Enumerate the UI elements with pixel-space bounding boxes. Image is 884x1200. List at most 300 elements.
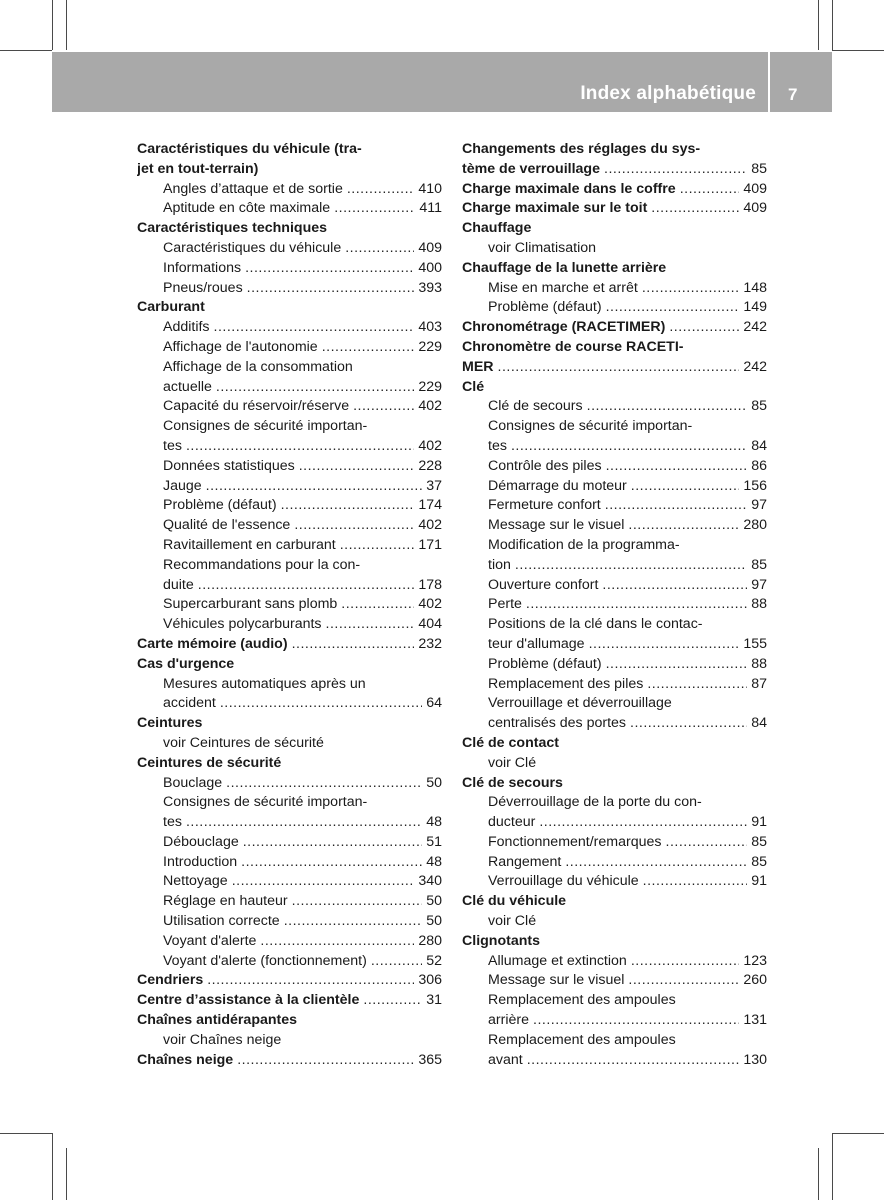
entry-text: Problème (défaut) [488, 655, 602, 672]
entry-page: 402 [418, 437, 442, 454]
index-entry [137, 932, 442, 952]
entry-page: 130 [743, 1051, 767, 1068]
crop-mark [52, 0, 53, 50]
entry-text: Modification de la programma- [488, 536, 680, 553]
entry-page: 37 [426, 477, 442, 494]
index-entry [137, 279, 442, 299]
index-entry [462, 932, 767, 952]
index-entry [462, 477, 767, 497]
index-entry [137, 318, 442, 338]
index-entry [137, 912, 442, 932]
entry-text: Chauffage [462, 220, 532, 237]
index-entry [462, 279, 767, 299]
crop-mark [832, 1133, 884, 1134]
index-entry [137, 239, 442, 259]
page-number: 7 [788, 85, 798, 104]
dot-leader [498, 358, 740, 378]
entry-text: teur d'allumage [488, 635, 585, 652]
entry-text: tion [488, 556, 511, 573]
dot-leader [340, 536, 415, 556]
dot-leader [587, 397, 748, 417]
index-entry [462, 556, 767, 576]
entry-text: Changements des réglages du sys- [462, 141, 701, 157]
entry-page: 88 [751, 596, 767, 613]
index-entry [462, 952, 767, 972]
entry-text: Clé du véhicule [462, 893, 567, 910]
entry-text: Utilisation correcte [163, 913, 280, 930]
index-entry [137, 378, 442, 398]
entry-text: Message sur le visuel [488, 517, 625, 534]
dot-leader [241, 853, 422, 873]
dot-leader [606, 457, 748, 477]
entry-text: Consignes de sécurité importan- [163, 418, 368, 435]
index-entry [137, 180, 442, 200]
index-entry [462, 219, 767, 239]
dot-leader [299, 457, 415, 477]
index-entry [462, 774, 767, 794]
dot-leader [334, 199, 415, 219]
entry-text: Cas d'urgence [137, 655, 235, 672]
dot-leader [666, 833, 748, 853]
entry-page: 409 [743, 180, 767, 197]
index-entry [137, 833, 442, 853]
index-entry [137, 615, 442, 635]
index-column-right [462, 140, 767, 1070]
dot-leader [647, 675, 747, 695]
dot-leader [260, 932, 414, 952]
index-entry [462, 793, 767, 813]
entry-text: voir Clé [488, 913, 537, 930]
dot-leader [292, 892, 423, 912]
dot-leader [680, 180, 740, 200]
index-entry [462, 516, 767, 536]
index-entry [462, 298, 767, 318]
entry-text: Jauge [163, 477, 202, 494]
index-entry [137, 338, 442, 358]
index-entry [462, 912, 767, 932]
entry-text: Ouverture confort [488, 576, 599, 593]
entry-text: Angles d’attaque et de sortie [163, 180, 343, 197]
dot-leader [363, 991, 422, 1011]
entry-page: 86 [751, 457, 767, 474]
index-entry [137, 140, 442, 160]
entry-text: Fermeture confort [488, 497, 601, 514]
entry-page: 400 [418, 259, 442, 276]
entry-text: voir Chaînes neige [163, 1031, 282, 1048]
entry-text: accident [163, 695, 216, 712]
dot-leader [243, 833, 422, 853]
index-entry [462, 417, 767, 437]
entry-text: arrière [488, 1012, 529, 1029]
dot-leader [643, 872, 748, 892]
index-entry [462, 853, 767, 873]
dot-leader [539, 813, 747, 833]
index-entry [137, 358, 442, 378]
entry-page: 85 [751, 160, 767, 177]
entry-text: Déverrouillage de la porte du con- [488, 794, 702, 811]
page-title: Index alphabétique [580, 83, 756, 104]
index-entry [137, 635, 442, 655]
entry-page: 174 [418, 497, 442, 514]
dot-leader [353, 397, 414, 417]
index-entry [462, 1031, 767, 1051]
dot-leader [341, 595, 414, 615]
index-entry [137, 734, 442, 754]
entry-page: 156 [743, 477, 767, 494]
entry-page: 228 [418, 457, 442, 474]
entry-text: Aptitude en côte maximale [163, 200, 331, 217]
entry-text: Pneus/roues [163, 279, 243, 296]
entry-text: Charge maximale sur le toit [462, 200, 648, 217]
entry-page: 260 [743, 972, 767, 989]
entry-text: Supercarburant sans plomb [163, 596, 338, 613]
entry-text: Clé [462, 378, 485, 395]
entry-page: 155 [743, 635, 767, 652]
index-entry [462, 635, 767, 655]
dot-leader [226, 774, 422, 794]
index-entry [462, 1051, 767, 1071]
entry-text: Nettoyage [163, 873, 228, 890]
index-entry [137, 457, 442, 477]
dot-leader [515, 556, 747, 576]
entry-text: Réglage en hauteur [163, 893, 288, 910]
entry-text: avant [488, 1051, 523, 1068]
index-entry [137, 477, 442, 497]
index-entry [137, 1011, 442, 1031]
entry-page: 149 [743, 299, 767, 316]
crop-mark [818, 0, 819, 50]
index-entry [462, 655, 767, 675]
entry-text: Chauffage de la lunette arrière [462, 259, 667, 276]
entry-text: Perte [488, 596, 522, 613]
dot-leader [322, 338, 415, 358]
entry-page: 48 [426, 853, 442, 870]
dot-leader [628, 971, 739, 991]
entry-page: 91 [751, 814, 767, 831]
index-entry [137, 714, 442, 734]
entry-text: Affichage de l'autonomie [163, 338, 318, 355]
entry-text: Capacité du réservoir/réserve [163, 398, 350, 415]
entry-text: Voyant d'alerte (fonctionnement) [163, 952, 367, 969]
dot-leader [214, 318, 415, 338]
index-entry [137, 774, 442, 794]
dot-leader [220, 694, 422, 714]
entry-text: Centre d’assistance à la clientèle [137, 992, 360, 1009]
entry-page: 84 [751, 715, 767, 732]
entry-page: 403 [418, 319, 442, 336]
entry-page: 85 [751, 853, 767, 870]
entry-page: 340 [418, 873, 442, 890]
dot-leader [631, 477, 740, 497]
dot-leader [642, 279, 740, 299]
entry-page: 365 [418, 1051, 442, 1068]
crop-mark [52, 1133, 53, 1200]
entry-text: voir Clé [488, 754, 537, 771]
entry-text: Rangement [488, 853, 562, 870]
entry-page: 232 [418, 635, 442, 652]
index-entry [462, 496, 767, 516]
index-entry [137, 199, 442, 219]
dot-leader [186, 437, 414, 457]
index-entry [462, 714, 767, 734]
entry-text: Ceintures de sécurité [137, 754, 282, 771]
crop-mark [832, 0, 833, 50]
index-entry [462, 437, 767, 457]
entry-text: Remplacement des ampoules [488, 1031, 676, 1048]
entry-text: tes [488, 437, 507, 454]
entry-page: 85 [751, 833, 767, 850]
entry-text: Voyant d'alerte [163, 932, 257, 949]
index-entry [137, 417, 442, 437]
dot-leader [207, 971, 414, 991]
dot-leader [206, 477, 423, 497]
entry-page: 52 [426, 952, 442, 969]
entry-page: 171 [418, 536, 442, 553]
entry-text: duite [163, 576, 194, 593]
index-entry [462, 160, 767, 180]
entry-text: Recommandations pour la con- [163, 556, 361, 573]
index-entry [462, 734, 767, 754]
index-entry [137, 516, 442, 536]
entry-page: 409 [743, 200, 767, 217]
index-entry [137, 655, 442, 675]
entry-text: jet en tout-terrain) [137, 160, 259, 177]
entry-text: Qualité de l'essence [163, 517, 291, 534]
entry-text: Introduction [163, 853, 238, 870]
entry-page: 87 [751, 675, 767, 692]
entry-text: Carburant [137, 299, 205, 316]
entry-text: Chronométrage (RACETIMER) [462, 319, 666, 336]
entry-text: tes [163, 437, 182, 454]
crop-mark [66, 1148, 67, 1200]
dot-leader [294, 516, 414, 536]
index-entry [462, 615, 767, 635]
entry-text: Remplacement des piles [488, 675, 644, 692]
dot-leader [186, 813, 422, 833]
index-entry [137, 1031, 442, 1051]
dot-leader [371, 952, 422, 972]
crop-mark [66, 0, 67, 50]
entry-text: Verrouillage du véhicule [488, 873, 639, 890]
entry-page: 123 [743, 952, 767, 969]
entry-page: 402 [418, 398, 442, 415]
entry-page: 48 [426, 814, 442, 831]
entry-page: 409 [418, 239, 442, 256]
index-entry [462, 595, 767, 615]
index-entry [462, 991, 767, 1011]
entry-text: Caractéristiques du véhicule (tra- [137, 141, 362, 157]
index-entry [137, 1051, 442, 1071]
dot-leader [511, 437, 747, 457]
entry-text: actuelle [163, 378, 212, 395]
index-entry [462, 971, 767, 991]
index-entry [137, 694, 442, 714]
entry-page: 131 [743, 1012, 767, 1029]
index-entry [462, 457, 767, 477]
index-entry [137, 259, 442, 279]
entry-text: Informations [163, 259, 242, 276]
index-entry [137, 952, 442, 972]
entry-page: 242 [743, 358, 767, 375]
entry-text: Clé de secours [462, 774, 563, 791]
entry-page: 84 [751, 437, 767, 454]
entry-text: Caractéristiques du véhicule [163, 239, 342, 256]
index-entry [462, 1011, 767, 1031]
entry-page: 404 [418, 616, 442, 633]
index-entry [137, 160, 442, 180]
entry-text: Additifs [163, 319, 210, 336]
index-entry [462, 140, 767, 160]
entry-text: Démarrage du moteur [488, 477, 627, 494]
entry-text: Allumage et extinction [488, 952, 627, 969]
entry-text: centralisés des portes [488, 715, 627, 732]
dot-leader [669, 318, 739, 338]
entry-text: Contrôle des piles [488, 457, 602, 474]
crop-mark [0, 1133, 52, 1134]
crop-mark [832, 1133, 833, 1200]
dot-leader [232, 872, 415, 892]
entry-text: Mesures automatiques après un [163, 675, 366, 692]
dot-leader [216, 378, 414, 398]
entry-page: 51 [426, 833, 442, 850]
dot-leader [326, 615, 415, 635]
entry-text: Verrouillage et déverrouillage [488, 695, 672, 712]
entry-page: 402 [418, 596, 442, 613]
dot-leader [347, 180, 414, 200]
crop-mark [832, 50, 884, 51]
entry-text: Remplacement des ampoules [488, 992, 676, 1009]
entry-page: 88 [751, 655, 767, 672]
dot-leader [651, 199, 739, 219]
entry-text: Ceintures [137, 715, 203, 732]
index-entry [462, 259, 767, 279]
entry-page: 50 [426, 893, 442, 910]
entry-text: Consignes de sécurité importan- [163, 794, 368, 811]
entry-text: voir Climatisation [488, 239, 597, 256]
dot-leader [526, 595, 747, 615]
dot-leader [292, 635, 415, 655]
dot-leader [628, 516, 739, 536]
index-entry [462, 694, 767, 714]
index-entry [137, 496, 442, 516]
dot-leader [247, 279, 415, 299]
entry-page: 50 [426, 774, 442, 791]
entry-text: Carte mémoire (audio) [137, 635, 288, 652]
index-entry [137, 536, 442, 556]
index-entry [462, 239, 767, 259]
index-entry [137, 991, 442, 1011]
dot-leader [281, 496, 415, 516]
entry-page: 97 [751, 497, 767, 514]
entry-page: 97 [751, 576, 767, 593]
dot-leader [589, 635, 740, 655]
entry-page: 393 [418, 279, 442, 296]
entry-page: 31 [426, 992, 442, 1009]
index-column-left [137, 140, 442, 1070]
index-entry [137, 853, 442, 873]
entry-text: Clé de contact [462, 734, 559, 751]
index-entry [137, 971, 442, 991]
index-entry [462, 378, 767, 398]
entry-text: Chaînes neige [137, 1051, 234, 1068]
index-entry [137, 298, 442, 318]
entry-text: Cendriers [137, 972, 204, 989]
entry-text: Consignes de sécurité importan- [488, 418, 693, 435]
entry-page: 229 [418, 338, 442, 355]
index-entry [462, 338, 767, 358]
entry-text: Véhicules polycarburants [163, 616, 322, 633]
dot-leader [237, 1051, 414, 1071]
entry-page: 280 [743, 517, 767, 534]
entry-text: Chaînes antidérapantes [137, 1012, 298, 1029]
index-entry [137, 793, 442, 813]
index-entry [462, 576, 767, 596]
entry-text: Clé de secours [488, 398, 583, 415]
dot-leader [565, 853, 747, 873]
entry-text: Débouclage [163, 833, 239, 850]
index-entry [462, 199, 767, 219]
entry-text: Bouclage [163, 774, 223, 791]
entry-text: tème de verrouillage [462, 160, 600, 177]
dot-leader [631, 952, 740, 972]
entry-text: Données statistiques [163, 457, 295, 474]
index-entry [137, 872, 442, 892]
index-entry [462, 872, 767, 892]
page-number-box [770, 52, 832, 112]
dot-leader [602, 576, 747, 596]
index-entry [137, 437, 442, 457]
entry-page: 242 [743, 319, 767, 336]
entry-text: tes [163, 814, 182, 831]
dot-leader [345, 239, 414, 259]
dot-leader [606, 655, 748, 675]
entry-page: 148 [743, 279, 767, 296]
entry-text: Message sur le visuel [488, 972, 625, 989]
index-entry [462, 318, 767, 338]
dot-leader [630, 714, 747, 734]
index-entry [137, 556, 442, 576]
index-entry [137, 754, 442, 774]
dot-leader [245, 259, 414, 279]
entry-text: Charge maximale dans le coffre [462, 180, 676, 197]
entry-text: Ravitaillement en carburant [163, 536, 336, 553]
index-entry [462, 813, 767, 833]
index-entry [462, 754, 767, 774]
entry-page: 411 [419, 200, 442, 217]
entry-text: Problème (défaut) [163, 497, 277, 514]
entry-text: ducteur [488, 814, 536, 831]
index-entry [462, 180, 767, 200]
index-entry [137, 892, 442, 912]
index-entry [462, 358, 767, 378]
index-entry [462, 892, 767, 912]
page-header [52, 52, 768, 112]
dot-leader [605, 496, 747, 516]
index-entry [462, 675, 767, 695]
entry-text: Mise en marche et arrêt [488, 279, 638, 296]
index-entry [137, 675, 442, 695]
entry-page: 50 [426, 913, 442, 930]
dot-leader [533, 1011, 739, 1031]
entry-page: 280 [418, 932, 442, 949]
dot-leader [198, 576, 415, 596]
entry-page: 64 [426, 695, 442, 712]
entry-text: Clignotants [462, 932, 541, 949]
entry-text: Affichage de la consommation [163, 358, 353, 375]
dot-leader [527, 1051, 740, 1071]
entry-text: Fonctionnement/remarques [488, 833, 662, 850]
index-entry [137, 595, 442, 615]
